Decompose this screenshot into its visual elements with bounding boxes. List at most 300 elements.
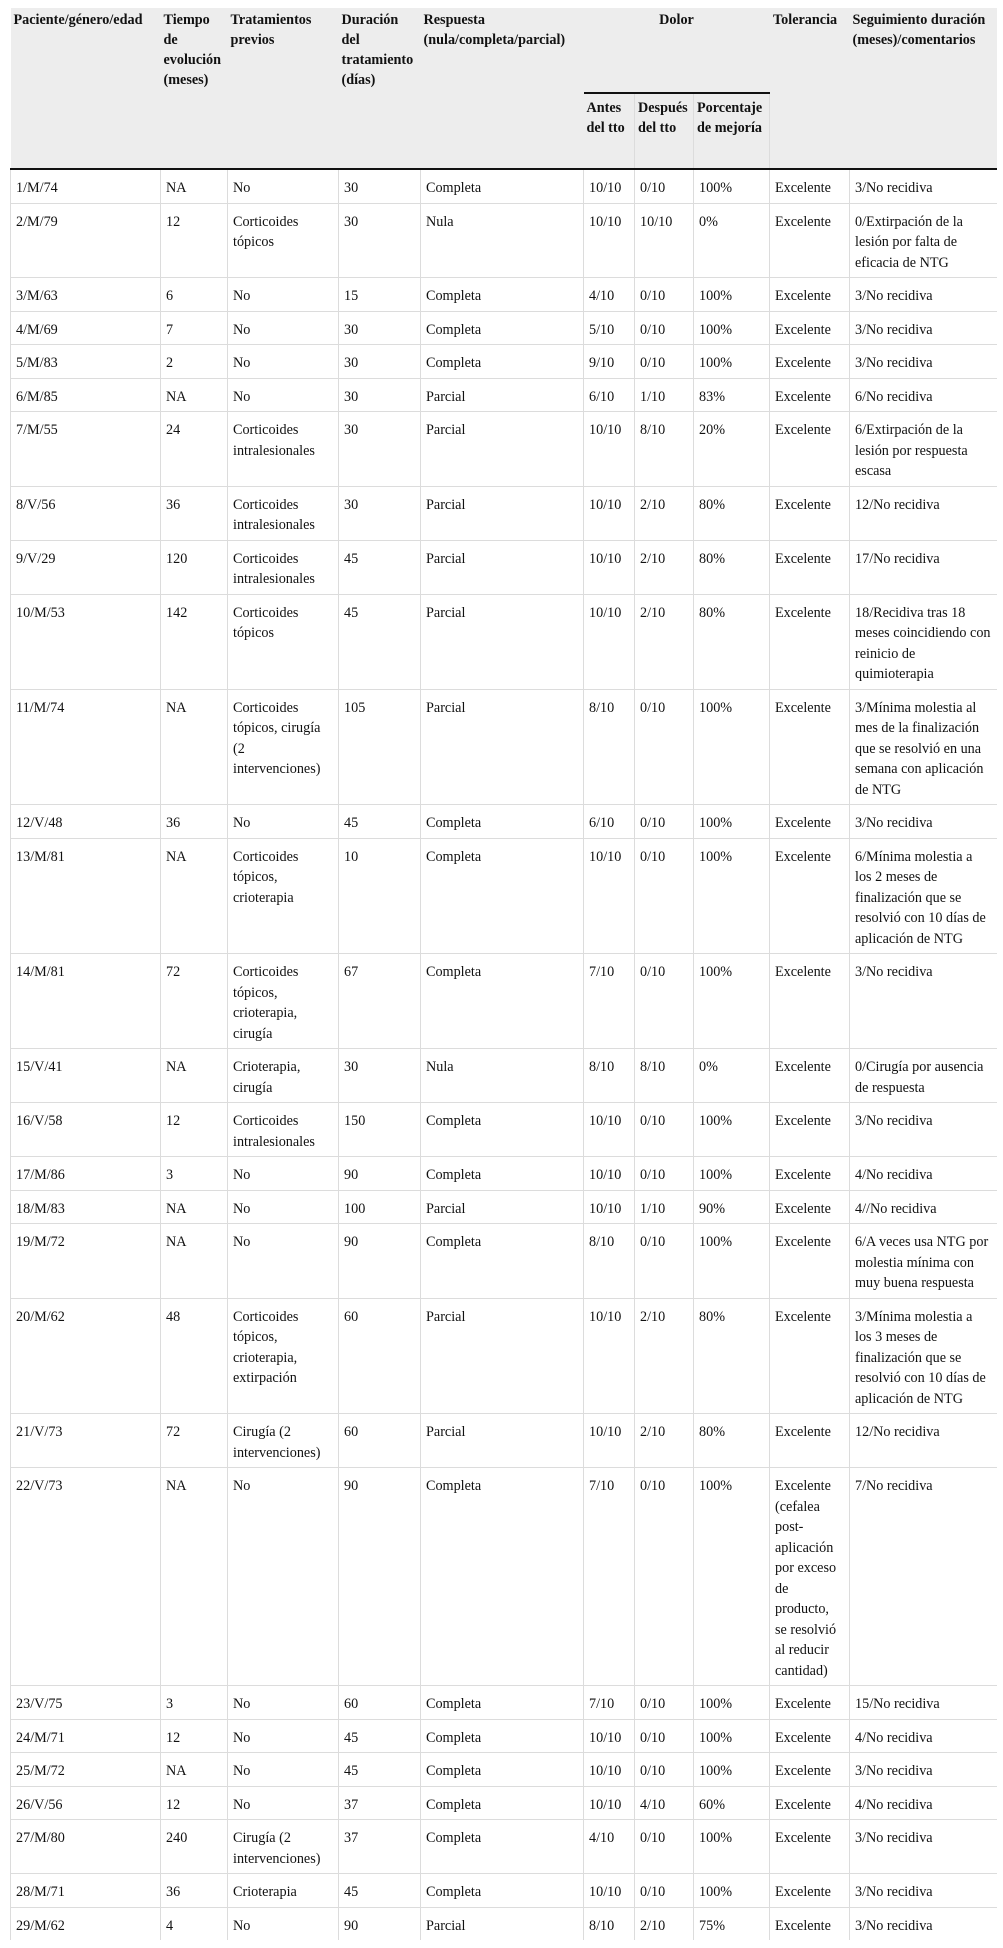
cell-despues: 0/10 xyxy=(635,278,694,312)
cell-respuesta: Completa xyxy=(421,1719,584,1753)
cell-antes: 10/10 xyxy=(584,203,635,278)
cell-tolerancia: Excelente xyxy=(770,689,850,805)
cell-seguimiento: 3/Mínima molestia a los 3 meses de finalización que se resolvió con 10 días de aplicación de NTG xyxy=(850,1298,998,1414)
cell-tratamientos: No xyxy=(228,1190,339,1224)
cell-seguimiento: 3/No recidiva xyxy=(850,1820,998,1874)
cell-antes: 10/10 xyxy=(584,412,635,487)
cell-porcentaje: 100% xyxy=(694,689,770,805)
cell-porcentaje: 100% xyxy=(694,1157,770,1191)
cell-respuesta: Completa xyxy=(421,1157,584,1191)
cell-porcentaje: 100% xyxy=(694,311,770,345)
cell-duracion: 30 xyxy=(339,311,421,345)
cell-porcentaje: 100% xyxy=(694,1820,770,1874)
cell-paciente: 5/M/83 xyxy=(11,345,161,379)
cell-seguimiento: 4/No recidiva xyxy=(850,1719,998,1753)
cell-tolerancia: Excelente xyxy=(770,1907,850,1940)
cell-tiempo: 240 xyxy=(161,1820,228,1874)
table-row xyxy=(11,540,998,594)
cell-respuesta: Nula xyxy=(421,203,584,278)
cell-despues: 8/10 xyxy=(635,412,694,487)
cell-respuesta: Completa xyxy=(421,1874,584,1908)
cell-despues: 10/10 xyxy=(635,203,694,278)
cell-tolerancia: Excelente xyxy=(770,954,850,1049)
cell-tratamientos: Corticoides tópicos, cirugía (2 intervenciones) xyxy=(228,689,339,805)
cell-duracion: 60 xyxy=(339,1298,421,1414)
cell-duracion: 30 xyxy=(339,412,421,487)
cell-despues: 2/10 xyxy=(635,594,694,689)
cell-seguimiento: 0/Cirugía por ausencia de respuesta xyxy=(850,1049,998,1103)
cell-porcentaje: 100% xyxy=(694,1103,770,1157)
cell-tratamientos: No xyxy=(228,805,339,839)
cell-despues: 0/10 xyxy=(635,954,694,1049)
cell-tolerancia: Excelente xyxy=(770,1820,850,1874)
cell-paciente: 6/M/85 xyxy=(11,378,161,412)
cell-paciente: 27/M/80 xyxy=(11,1820,161,1874)
cell-tolerancia: Excelente xyxy=(770,203,850,278)
cell-respuesta: Completa xyxy=(421,169,584,203)
cell-duracion: 45 xyxy=(339,805,421,839)
cell-tolerancia: Excelente xyxy=(770,412,850,487)
cell-antes: 10/10 xyxy=(584,486,635,540)
cell-seguimiento: 12/No recidiva xyxy=(850,486,998,540)
cell-tratamientos: Corticoides tópicos xyxy=(228,594,339,689)
cell-antes: 6/10 xyxy=(584,805,635,839)
cell-tratamientos: No xyxy=(228,1468,339,1686)
cell-tolerancia: Excelente xyxy=(770,805,850,839)
table-row xyxy=(11,278,998,312)
cell-respuesta: Completa xyxy=(421,838,584,954)
cell-tiempo: 7 xyxy=(161,311,228,345)
cell-tiempo: 12 xyxy=(161,1103,228,1157)
cell-respuesta: Completa xyxy=(421,311,584,345)
cell-despues: 0/10 xyxy=(635,311,694,345)
cell-tratamientos: Cirugía (2 intervenciones) xyxy=(228,1820,339,1874)
cell-duracion: 15 xyxy=(339,278,421,312)
cell-tiempo: 72 xyxy=(161,954,228,1049)
cell-despues: 1/10 xyxy=(635,378,694,412)
cell-despues: 8/10 xyxy=(635,1049,694,1103)
cell-porcentaje: 80% xyxy=(694,1414,770,1468)
cell-duracion: 30 xyxy=(339,378,421,412)
cell-tratamientos: Corticoides tópicos, crioterapia, cirugía xyxy=(228,954,339,1049)
cell-paciente: 18/M/83 xyxy=(11,1190,161,1224)
table-row xyxy=(11,1786,998,1820)
cell-paciente: 22/V/73 xyxy=(11,1468,161,1686)
cell-paciente: 19/M/72 xyxy=(11,1224,161,1299)
cell-antes: 8/10 xyxy=(584,689,635,805)
results-table xyxy=(10,8,997,1940)
cell-paciente: 25/M/72 xyxy=(11,1753,161,1787)
cell-duracion: 45 xyxy=(339,594,421,689)
cell-tiempo: NA xyxy=(161,378,228,412)
cell-despues: 2/10 xyxy=(635,486,694,540)
cell-tiempo: 12 xyxy=(161,1786,228,1820)
cell-tratamientos: No xyxy=(228,278,339,312)
cell-porcentaje: 0% xyxy=(694,1049,770,1103)
cell-antes: 10/10 xyxy=(584,1414,635,1468)
cell-paciente: 26/V/56 xyxy=(11,1786,161,1820)
table-row xyxy=(11,412,998,487)
cell-tolerancia: Excelente xyxy=(770,1224,850,1299)
cell-tiempo: NA xyxy=(161,1190,228,1224)
cell-tratamientos: Corticoides tópicos xyxy=(228,203,339,278)
table-row xyxy=(11,1719,998,1753)
cell-tratamientos: No xyxy=(228,311,339,345)
cell-tiempo: 3 xyxy=(161,1686,228,1720)
cell-tratamientos: Corticoides intralesionales xyxy=(228,1103,339,1157)
cell-paciente: 15/V/41 xyxy=(11,1049,161,1103)
cell-seguimiento: 3/Mínima molestia al mes de la finalización que se resolvió en una semana con aplicación de NTG xyxy=(850,689,998,805)
cell-tiempo: NA xyxy=(161,689,228,805)
cell-respuesta: Parcial xyxy=(421,540,584,594)
cell-paciente: 4/M/69 xyxy=(11,311,161,345)
cell-seguimiento: 6/Mínima molestia a los 2 meses de finalización que se resolvió con 10 días de aplicación de NTG xyxy=(850,838,998,954)
cell-duracion: 30 xyxy=(339,345,421,379)
cell-duracion: 100 xyxy=(339,1190,421,1224)
cell-paciente: 29/M/62 xyxy=(11,1907,161,1940)
table-row xyxy=(11,805,998,839)
cell-antes: 10/10 xyxy=(584,1157,635,1191)
cell-respuesta: Completa xyxy=(421,1224,584,1299)
cell-antes: 4/10 xyxy=(584,278,635,312)
cell-despues: 2/10 xyxy=(635,1907,694,1940)
cell-tiempo: 72 xyxy=(161,1414,228,1468)
cell-antes: 10/10 xyxy=(584,1719,635,1753)
cell-respuesta: Completa xyxy=(421,345,584,379)
cell-antes: 8/10 xyxy=(584,1049,635,1103)
cell-despues: 0/10 xyxy=(635,169,694,203)
header-seguimiento: Seguimiento duración (meses)/comentarios xyxy=(850,8,998,169)
cell-tolerancia: Excelente xyxy=(770,1157,850,1191)
cell-paciente: 3/M/63 xyxy=(11,278,161,312)
table-row xyxy=(11,486,998,540)
table-row xyxy=(11,838,998,954)
cell-seguimiento: 12/No recidiva xyxy=(850,1414,998,1468)
table-row xyxy=(11,311,998,345)
cell-tratamientos: Corticoides intralesionales xyxy=(228,486,339,540)
cell-porcentaje: 100% xyxy=(694,278,770,312)
cell-tiempo: NA xyxy=(161,838,228,954)
cell-tolerancia: Excelente (cefalea post-aplicación por exceso de producto, se resolvió al reducir cantidad) xyxy=(770,1468,850,1686)
table-body xyxy=(11,169,998,1940)
table-row xyxy=(11,1190,998,1224)
cell-antes: 10/10 xyxy=(584,540,635,594)
cell-antes: 7/10 xyxy=(584,954,635,1049)
header-paciente: Paciente/género/edad xyxy=(11,8,161,169)
cell-despues: 2/10 xyxy=(635,1298,694,1414)
cell-tolerancia: Excelente xyxy=(770,540,850,594)
cell-despues: 4/10 xyxy=(635,1786,694,1820)
cell-respuesta: Completa xyxy=(421,805,584,839)
cell-paciente: 14/M/81 xyxy=(11,954,161,1049)
cell-paciente: 16/V/58 xyxy=(11,1103,161,1157)
cell-porcentaje: 0% xyxy=(694,203,770,278)
cell-tratamientos: Corticoides intralesionales xyxy=(228,412,339,487)
cell-tiempo: 24 xyxy=(161,412,228,487)
cell-despues: 1/10 xyxy=(635,1190,694,1224)
cell-tratamientos: No xyxy=(228,1719,339,1753)
cell-respuesta: Parcial xyxy=(421,1190,584,1224)
cell-seguimiento: 3/No recidiva xyxy=(850,954,998,1049)
cell-paciente: 28/M/71 xyxy=(11,1874,161,1908)
cell-respuesta: Completa xyxy=(421,1753,584,1787)
cell-tolerancia: Excelente xyxy=(770,1753,850,1787)
cell-respuesta: Parcial xyxy=(421,1907,584,1940)
cell-antes: 6/10 xyxy=(584,378,635,412)
cell-seguimiento: 6/A veces usa NTG por molestia mínima con muy buena respuesta xyxy=(850,1224,998,1299)
cell-duracion: 30 xyxy=(339,1049,421,1103)
cell-tratamientos: No xyxy=(228,1786,339,1820)
cell-despues: 0/10 xyxy=(635,1468,694,1686)
cell-tiempo: NA xyxy=(161,1224,228,1299)
cell-despues: 0/10 xyxy=(635,345,694,379)
cell-porcentaje: 100% xyxy=(694,1719,770,1753)
table-row xyxy=(11,1468,998,1686)
cell-respuesta: Parcial xyxy=(421,378,584,412)
cell-tratamientos: No xyxy=(228,1157,339,1191)
cell-seguimiento: 0/Extirpación de la lesión por falta de eficacia de NTG xyxy=(850,203,998,278)
header-tiempo: Tiempo de evolución (meses) xyxy=(161,8,228,169)
cell-antes: 9/10 xyxy=(584,345,635,379)
cell-tolerancia: Excelente xyxy=(770,838,850,954)
table-row xyxy=(11,1820,998,1874)
cell-seguimiento: 6/Extirpación de la lesión por respuesta escasa xyxy=(850,412,998,487)
cell-tolerancia: Excelente xyxy=(770,1190,850,1224)
cell-seguimiento: 3/No recidiva xyxy=(850,1753,998,1787)
cell-despues: 0/10 xyxy=(635,1103,694,1157)
cell-tolerancia: Excelente xyxy=(770,1049,850,1103)
cell-respuesta: Completa xyxy=(421,278,584,312)
cell-porcentaje: 20% xyxy=(694,412,770,487)
cell-seguimiento: 3/No recidiva xyxy=(850,345,998,379)
cell-seguimiento: 3/No recidiva xyxy=(850,805,998,839)
table-row xyxy=(11,1414,998,1468)
cell-duracion: 45 xyxy=(339,1719,421,1753)
cell-seguimiento: 3/No recidiva xyxy=(850,311,998,345)
cell-antes: 8/10 xyxy=(584,1224,635,1299)
cell-tratamientos: No xyxy=(228,345,339,379)
cell-despues: 0/10 xyxy=(635,1874,694,1908)
cell-duracion: 67 xyxy=(339,954,421,1049)
cell-paciente: 17/M/86 xyxy=(11,1157,161,1191)
cell-antes: 10/10 xyxy=(584,594,635,689)
cell-tolerancia: Excelente xyxy=(770,345,850,379)
cell-tratamientos: Corticoides tópicos, crioterapia, extirpación xyxy=(228,1298,339,1414)
cell-despues: 0/10 xyxy=(635,1686,694,1720)
cell-tiempo: NA xyxy=(161,169,228,203)
cell-porcentaje: 83% xyxy=(694,378,770,412)
cell-tolerancia: Excelente xyxy=(770,1719,850,1753)
table-row xyxy=(11,1907,998,1940)
cell-tiempo: 48 xyxy=(161,1298,228,1414)
cell-duracion: 90 xyxy=(339,1907,421,1940)
header-dolor: Dolor xyxy=(584,8,770,93)
table-row xyxy=(11,1103,998,1157)
cell-porcentaje: 80% xyxy=(694,540,770,594)
cell-duracion: 45 xyxy=(339,1753,421,1787)
header-antes: Antes del tto xyxy=(584,93,635,169)
cell-porcentaje: 100% xyxy=(694,1874,770,1908)
cell-paciente: 23/V/75 xyxy=(11,1686,161,1720)
cell-porcentaje: 80% xyxy=(694,1298,770,1414)
cell-seguimiento: 3/No recidiva xyxy=(850,1907,998,1940)
table-header xyxy=(11,8,998,169)
cell-porcentaje: 100% xyxy=(694,169,770,203)
cell-tratamientos: No xyxy=(228,378,339,412)
cell-paciente: 7/M/55 xyxy=(11,412,161,487)
cell-tiempo: 142 xyxy=(161,594,228,689)
cell-antes: 10/10 xyxy=(584,1103,635,1157)
cell-respuesta: Parcial xyxy=(421,486,584,540)
cell-paciente: 24/M/71 xyxy=(11,1719,161,1753)
cell-respuesta: Parcial xyxy=(421,689,584,805)
cell-tolerancia: Excelente xyxy=(770,1874,850,1908)
cell-porcentaje: 100% xyxy=(694,838,770,954)
cell-seguimiento: 18/Recidiva tras 18 meses coincidiendo con reinicio de quimioterapia xyxy=(850,594,998,689)
cell-tolerancia: Excelente xyxy=(770,1686,850,1720)
cell-tiempo: 2 xyxy=(161,345,228,379)
cell-tolerancia: Excelente xyxy=(770,311,850,345)
cell-duracion: 10 xyxy=(339,838,421,954)
cell-porcentaje: 100% xyxy=(694,1753,770,1787)
cell-tiempo: NA xyxy=(161,1753,228,1787)
cell-tiempo: 36 xyxy=(161,1874,228,1908)
cell-despues: 2/10 xyxy=(635,540,694,594)
cell-tiempo: 6 xyxy=(161,278,228,312)
cell-antes: 10/10 xyxy=(584,1190,635,1224)
cell-duracion: 150 xyxy=(339,1103,421,1157)
cell-tolerancia: Excelente xyxy=(770,169,850,203)
cell-duracion: 90 xyxy=(339,1468,421,1686)
cell-tratamientos: Crioterapia, cirugía xyxy=(228,1049,339,1103)
cell-antes: 10/10 xyxy=(584,1874,635,1908)
cell-tratamientos: No xyxy=(228,1686,339,1720)
cell-tolerancia: Excelente xyxy=(770,378,850,412)
cell-tiempo: 12 xyxy=(161,203,228,278)
cell-duracion: 45 xyxy=(339,540,421,594)
cell-antes: 10/10 xyxy=(584,1298,635,1414)
cell-despues: 0/10 xyxy=(635,1224,694,1299)
cell-tiempo: 36 xyxy=(161,486,228,540)
cell-tiempo: 12 xyxy=(161,1719,228,1753)
cell-porcentaje: 90% xyxy=(694,1190,770,1224)
cell-tratamientos: Crioterapia xyxy=(228,1874,339,1908)
cell-seguimiento: 15/No recidiva xyxy=(850,1686,998,1720)
cell-duracion: 60 xyxy=(339,1686,421,1720)
header-respuesta: Respuesta (nula/completa/parcial) xyxy=(421,8,584,169)
cell-despues: 0/10 xyxy=(635,1157,694,1191)
cell-respuesta: Completa xyxy=(421,1820,584,1874)
cell-respuesta: Completa xyxy=(421,1786,584,1820)
cell-seguimiento: 3/No recidiva xyxy=(850,1103,998,1157)
cell-porcentaje: 100% xyxy=(694,345,770,379)
cell-despues: 0/10 xyxy=(635,1820,694,1874)
cell-paciente: 12/V/48 xyxy=(11,805,161,839)
header-duracion: Duración del tratamiento (días) xyxy=(339,8,421,169)
cell-porcentaje: 80% xyxy=(694,486,770,540)
cell-porcentaje: 100% xyxy=(694,805,770,839)
cell-despues: 2/10 xyxy=(635,1414,694,1468)
cell-tolerancia: Excelente xyxy=(770,594,850,689)
cell-seguimiento: 4/No recidiva xyxy=(850,1786,998,1820)
cell-respuesta: Nula xyxy=(421,1049,584,1103)
cell-paciente: 21/V/73 xyxy=(11,1414,161,1468)
table-row xyxy=(11,1049,998,1103)
cell-tratamientos: No xyxy=(228,1907,339,1940)
cell-tratamientos: Cirugía (2 intervenciones) xyxy=(228,1414,339,1468)
cell-tiempo: 3 xyxy=(161,1157,228,1191)
table-row xyxy=(11,203,998,278)
cell-porcentaje: 80% xyxy=(694,594,770,689)
cell-respuesta: Completa xyxy=(421,954,584,1049)
cell-paciente: 8/V/56 xyxy=(11,486,161,540)
cell-seguimiento: 3/No recidiva xyxy=(850,169,998,203)
cell-paciente: 11/M/74 xyxy=(11,689,161,805)
cell-despues: 0/10 xyxy=(635,689,694,805)
cell-tiempo: NA xyxy=(161,1468,228,1686)
table-row xyxy=(11,689,998,805)
cell-antes: 5/10 xyxy=(584,311,635,345)
cell-tolerancia: Excelente xyxy=(770,278,850,312)
table-row xyxy=(11,954,998,1049)
cell-antes: 8/10 xyxy=(584,1907,635,1940)
cell-tolerancia: Excelente xyxy=(770,1414,850,1468)
cell-tolerancia: Excelente xyxy=(770,1103,850,1157)
cell-seguimiento: 4/No recidiva xyxy=(850,1157,998,1191)
cell-seguimiento: 17/No recidiva xyxy=(850,540,998,594)
table-container xyxy=(10,8,997,1948)
table-row xyxy=(11,378,998,412)
cell-tratamientos: Corticoides tópicos, crioterapia xyxy=(228,838,339,954)
cell-antes: 10/10 xyxy=(584,838,635,954)
cell-antes: 10/10 xyxy=(584,169,635,203)
cell-duracion: 30 xyxy=(339,169,421,203)
cell-despues: 0/10 xyxy=(635,805,694,839)
cell-tiempo: NA xyxy=(161,1049,228,1103)
table-row xyxy=(11,1224,998,1299)
cell-porcentaje: 75% xyxy=(694,1907,770,1940)
header-porcentaje: Porcentaje de mejoría xyxy=(694,93,770,169)
cell-respuesta: Parcial xyxy=(421,1414,584,1468)
cell-duracion: 60 xyxy=(339,1414,421,1468)
cell-tratamientos: No xyxy=(228,1753,339,1787)
cell-respuesta: Parcial xyxy=(421,594,584,689)
cell-duracion: 105 xyxy=(339,689,421,805)
cell-paciente: 1/M/74 xyxy=(11,169,161,203)
cell-tolerancia: Excelente xyxy=(770,1298,850,1414)
cell-antes: 10/10 xyxy=(584,1786,635,1820)
cell-duracion: 90 xyxy=(339,1157,421,1191)
cell-duracion: 30 xyxy=(339,203,421,278)
cell-duracion: 30 xyxy=(339,486,421,540)
cell-respuesta: Parcial xyxy=(421,1298,584,1414)
cell-tratamientos: Corticoides intralesionales xyxy=(228,540,339,594)
cell-tiempo: 120 xyxy=(161,540,228,594)
cell-tratamientos: No xyxy=(228,1224,339,1299)
cell-antes: 4/10 xyxy=(584,1820,635,1874)
cell-seguimiento: 3/No recidiva xyxy=(850,278,998,312)
table-row xyxy=(11,345,998,379)
cell-duracion: 45 xyxy=(339,1874,421,1908)
cell-paciente: 2/M/79 xyxy=(11,203,161,278)
cell-respuesta: Completa xyxy=(421,1103,584,1157)
header-tratamientos: Tratamientos previos xyxy=(228,8,339,169)
cell-porcentaje: 60% xyxy=(694,1786,770,1820)
table-row xyxy=(11,594,998,689)
cell-seguimiento: 7/No recidiva xyxy=(850,1468,998,1686)
cell-porcentaje: 100% xyxy=(694,1468,770,1686)
table-row xyxy=(11,1157,998,1191)
